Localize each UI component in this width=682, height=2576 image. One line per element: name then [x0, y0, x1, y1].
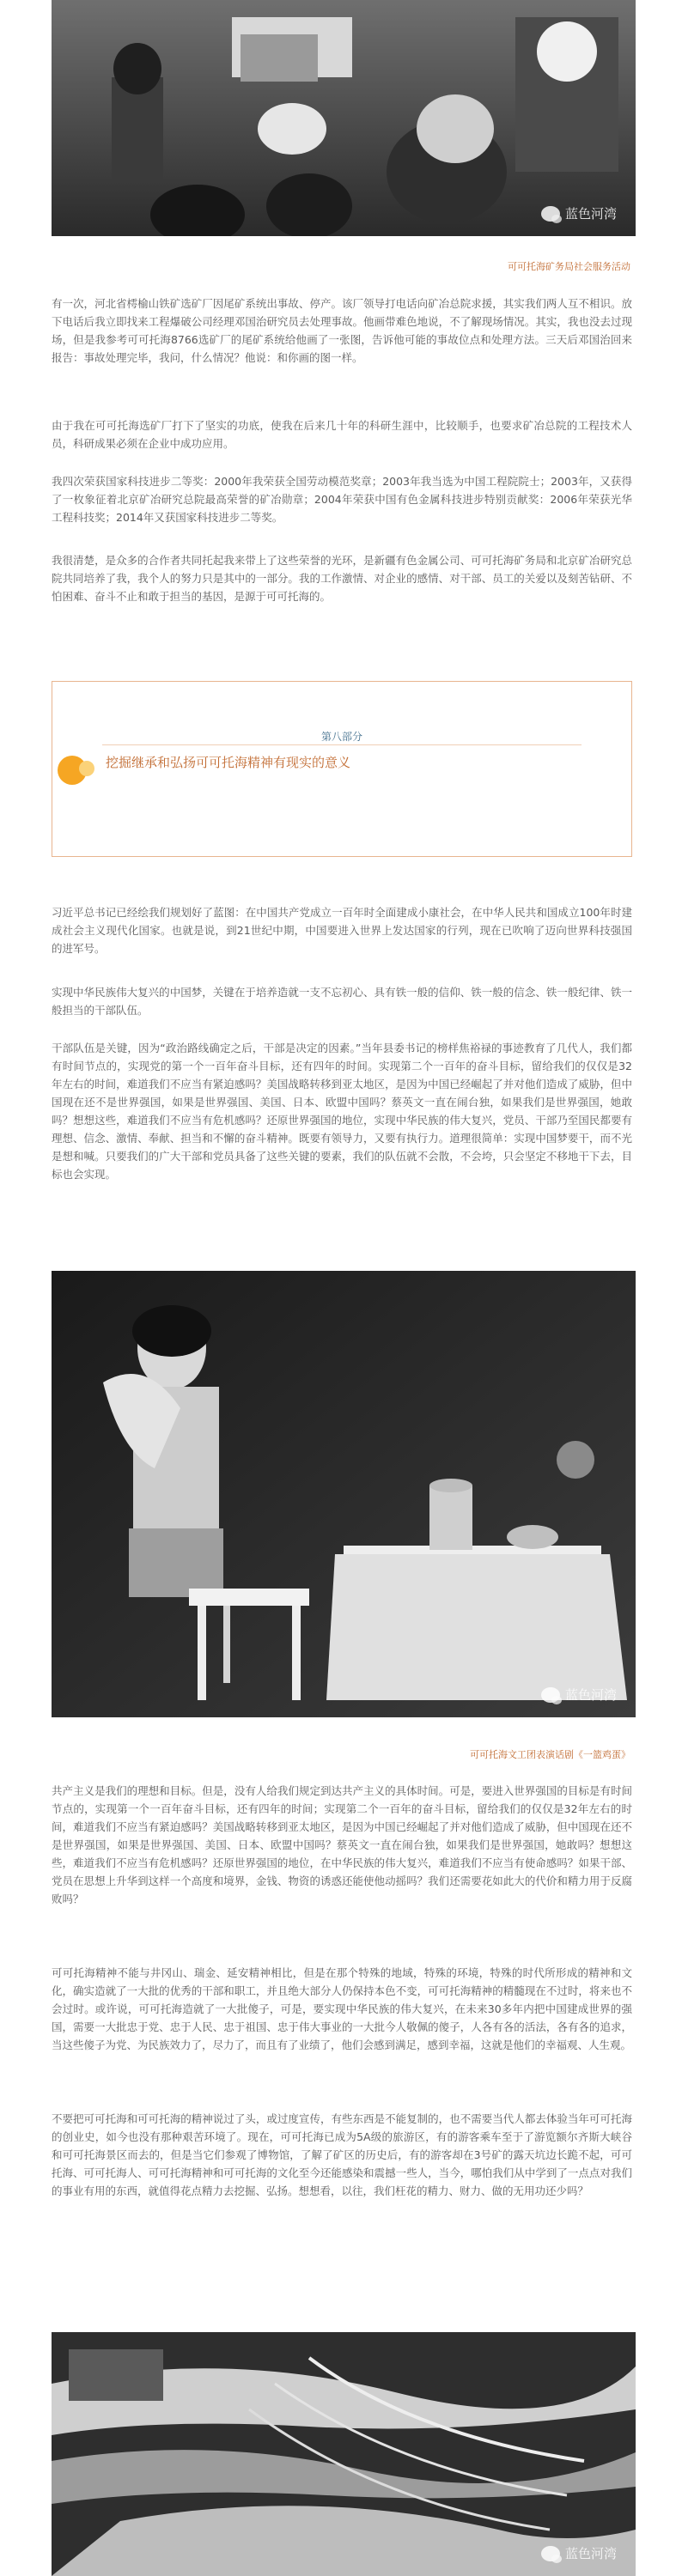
- section-header-box: [52, 681, 632, 857]
- wechat-icon: [541, 206, 560, 222]
- paragraph-10: 不要把可可托海和可可托海的精神说过了头，或过度宣传，有些东西是不能复制的，也不需要当代人都去体验当年可可托海的创业史，如今也没有那种艰苦环境了。现在，可可托海已成为5A级的旅游区，有的游客乘车至于了游览额尔齐斯大峡谷和可可托海景区而去的，但是当它们参观了博物馆，了解了矿区的历史后，有的游客却在3号矿的露天坑边长跪不起，可可托海、可可托海人、可可托海精神和可可托海的文化至今还能感染和震撼一些人，当今，哪怕我们从中学到了一点点对我们的事业有用的东西，就值得花点精力去挖掘、弘扬。想想看，以往，我们枉花的精力、财力、做的无用功还少吗？: [52, 2112, 632, 2197]
- watermark: [541, 2544, 617, 2562]
- paragraph-1: 有一次，河北省樗榆山铁矿选矿厂因尾矿系统出事故、停产。该厂领导打电话向矿冶总院求援，其实我们两人互不相识。放下电话后我立即找来工程爆破公司经理邓国治研究员去处理事故。他画带难色地说，不了解现场情况。其实，我也没去过现场，但是我参考可可托海8766选矿厂的尾矿系统给他画了一张图，告诉他可能的事故位点和处理方法。三天后邓国治回来报告：事故处理完毕，我问，什么情况？他说：和你画的图一样。: [52, 297, 632, 364]
- section-divider: [102, 744, 582, 745]
- wechat-icon: [541, 2546, 560, 2561]
- watermark-text: 蓝色河湾: [564, 1687, 617, 1703]
- photo-aerial-mine: [52, 2332, 636, 2576]
- paragraph-6: 实现中华民族伟大复兴的中国梦，关键在于培养造就一支不忘初心、具有铁一般的信仰、铁一般的信念、铁一般纪律、铁一般担当的干部队伍。: [52, 986, 632, 1017]
- paragraph-9: 可可托海精神不能与井冈山、瑞金、延安精神相比，但是在那个特殊的地域，特殊的环境，特殊的时代所形成的精神和文化，确实造就了一大批的优秀的干部和职工，并且绝大部分人仍保持本色不变，可可托海精神的精髓现在不过时，将来也不会过时。或许说，可可托海造就了一大批傻子，可是，要实现中华民族的伟大复兴，在未来30多年内把中国建成世界的强国，需要一大批忠于党、忠于人民、忠于祖国、忠于伟大事业的一大批今人敬佩的傻子，人各有各的活法，各有各的追求，当这些傻子为党、为民族效力了，尽力了，而且有了业绩了，他们会感到满足，感到幸福，这就是他们的幸福观、人生观。: [52, 1966, 632, 2051]
- watermark-text: 蓝色河湾: [564, 2546, 617, 2561]
- paragraph-2: 由于我在可可托海选矿厂打下了坚实的功底，使我在后来几十年的科研生涯中，比较顺手，也要求矿冶总院的工程技术人员，科研成果必须在企业中成功应用。: [52, 419, 632, 450]
- photo-caption-1: 可可托海矿务局社会服务活动: [508, 261, 630, 272]
- photo-theatre-artwork: [52, 1271, 636, 1717]
- photo-aerial-artwork: [52, 2332, 636, 2576]
- watermark: [541, 1686, 617, 1704]
- paragraph-5: 习近平总书记已经绘我们规划好了蓝图：在中国共产党成立一百年时全面建成小康社会，在中华人民共和国成立100年时建成社会主义现代化国家。也就是说，到21世纪中期，中国要进入世界上发达国家的行列，现在已吹响了迈向世界科技强国的进军号。: [52, 906, 632, 955]
- paragraph-4: 我很清楚，是众多的合作者共同托起我来带上了这些荣誉的光环，是新疆有色金属公司、可可托海矿务局和北京矿冶研究总院共同培养了我，我个人的努力只是其中的一部分。我的工作激情、对企业的感情、对干部、员工的关爱以及刻苦钻研、不怕困难、奋斗不止和敢于担当的基因，是源于可可托海的。: [52, 554, 632, 603]
- paragraph-8: 共产主义是我们的理想和目标。但是，没有人给我们规定到达共产主义的具体时间。可是，要进入世界强国的目标是有时间节点的，实现第一个一百年奋斗目标，还有四年的时间；实现第二个一百年的奋斗目标，留给我们的仅仅是32年左右的时间，难道我们不应当有紧迫感吗？美国战略转移到亚太地区，是因为中国已经崛起了并对他们造成了威胁，但中国现在还不是世界强国，如果是世界强国、美国、日本、欧盟中国吗？蔡英文一直在闹台独，如果我们是世界强国，她敢吗？想想这些，难道我们不应当有危机感吗？还原世界强国的地位，在中华民族的伟大复兴，难道我们不应当有使命感吗？如果干部、党员在思想上升华到这样一个高度和境界，金钱、物资的诱惑还能使他动摇吗？我们还需要花如此大的代价和精力用于反腐败吗？: [52, 1784, 632, 1905]
- photo-crowd-artwork: [52, 0, 636, 236]
- photo-crowd-activity: [52, 0, 636, 236]
- section-title: 挖掘继承和弘扬可可托海精神有现实的意义: [106, 755, 351, 770]
- decorative-small-circle-icon: [79, 761, 94, 776]
- watermark-text: 蓝色河湾: [564, 206, 617, 222]
- photo-theatre-performance: [52, 1271, 636, 1717]
- section-number: 第八部分: [320, 731, 362, 743]
- wechat-icon: [541, 1687, 560, 1703]
- paragraph-3: 我四次荣获国家科技进步二等奖：2000年我荣获全国劳动模范奖章；2003年我当选为中国工程院院士；2003年，又获得了一枚象征着北京矿冶研究总院最高荣誉的矿冶勋章；2004年荣获中国有色金属科技进步特别贡献奖：2006年荣获光华工程科技奖；2014年又获国家科技进步二等奖。: [52, 475, 632, 524]
- watermark: [541, 204, 617, 222]
- paragraph-7: 干部队伍是关键，因为“政治路线确定之后，干部是决定的因素。”当年县委书记的榜样焦裕禄的事迹教育了几代人，我们都有时间节点的，实现党的第一个一百年奋斗目标，还有四年的时间。实现第二个一百年的奋斗目标，留给我们的仅仅是32年左右的时间，难道我们不应当有紧迫感吗？美国战略转移到亚太地区，是因为中国已经崛起了并对他们造成了威胁，但中国现在还不是世界强国，如果是世界强国、美国、日本、欧盟中国吗？蔡英文一直在闹台独，如果我们是世界强国，她敢吗？想想这些，难道我们不应当有危机感吗？还原世界强国的地位，实现中华民族的伟大复兴，党员、干部乃至国民都要有理想、信念、激情、奉献、担当和不懈的奋斗精神。既要有领导力，又要有执行力。道理很简单：实现中国梦要干，而不光是想和喊。只要我们的广大干部和党员具备了这些关键的要素，我们的队伍就不会散，不会垮，只会坚定不移地干下去，目标也会实现。: [52, 1042, 632, 1181]
- photo-caption-2: 可可托海文工团表演话剧《一篮鸡蛋》: [470, 1749, 630, 1760]
